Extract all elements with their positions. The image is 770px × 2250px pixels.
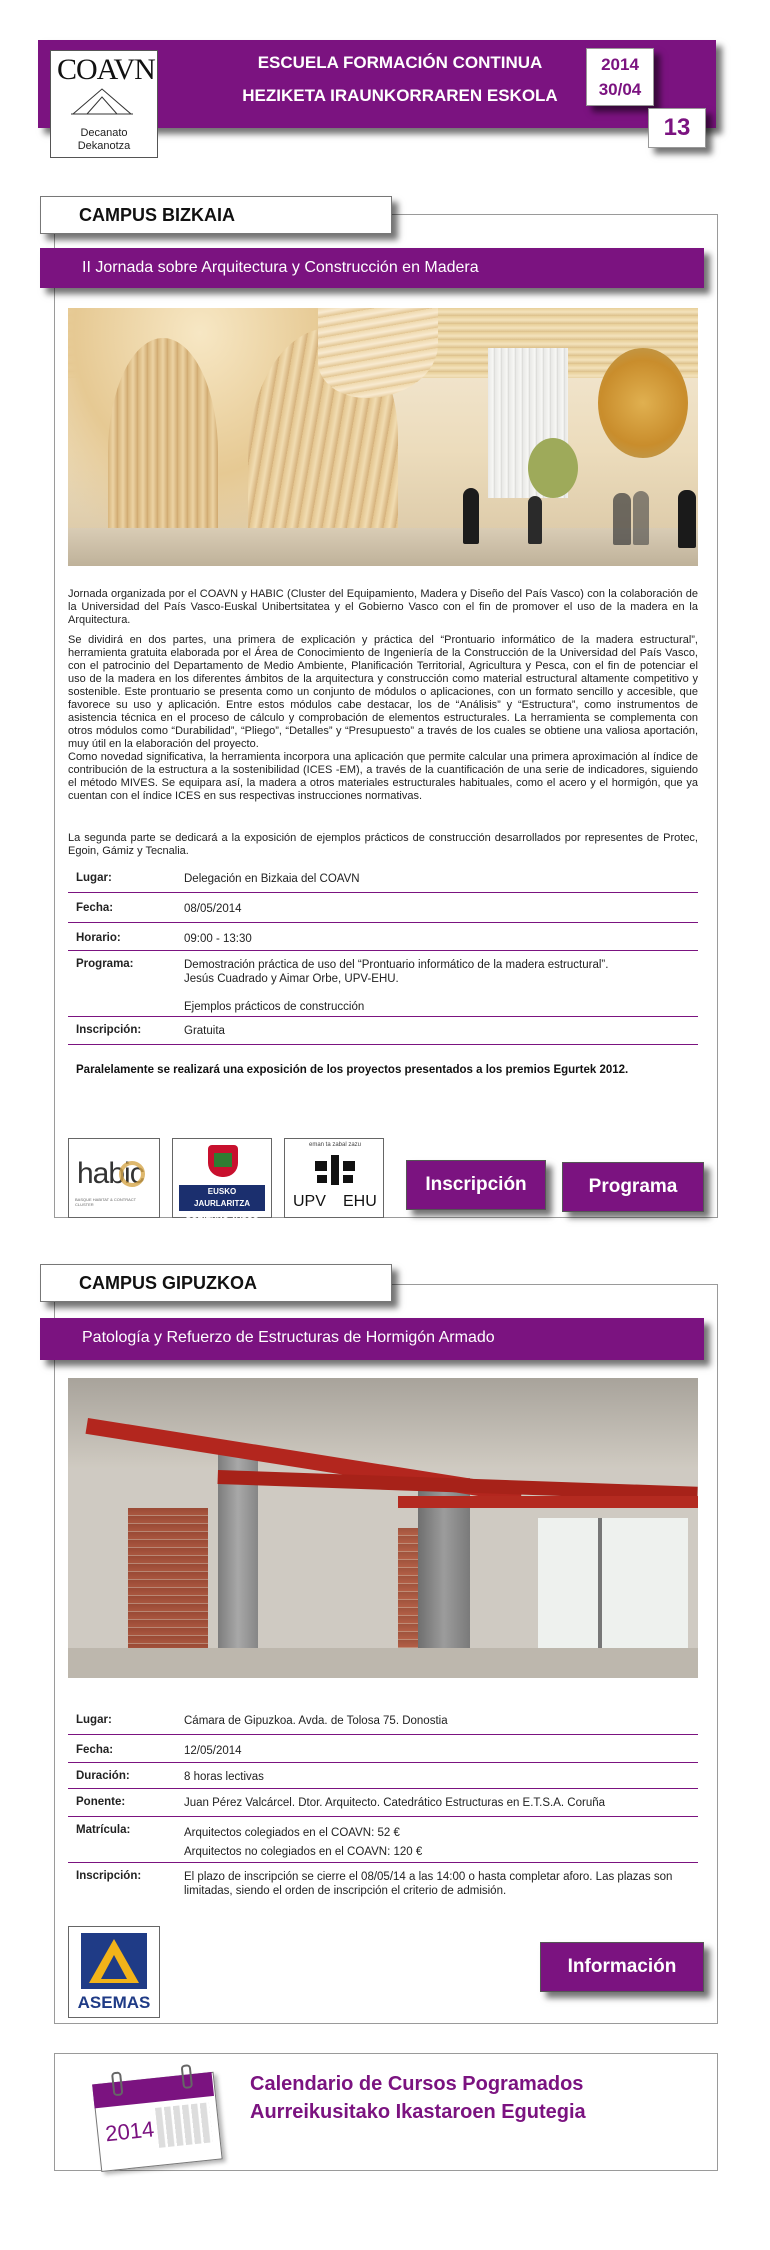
info-value: 8 horas lectivas bbox=[184, 1771, 264, 1783]
divider bbox=[68, 1788, 698, 1789]
gobierno-vasco-name bbox=[179, 1185, 265, 1220]
exhibition-note: Paralelamente se realizará una exposición de los proyectos presentados a los premios Egurtek 2012. bbox=[76, 1064, 629, 1076]
bizkaia-paragraph-1: Jornada organizada por el COAVN y HABIC (Cluster del Equipamiento, Madera y Diseño del País Vasco) con la colaboración de la Universidad del País Vasco-Euskal Unibertsitatea y el Gobierno Vasco con el fin de promover el uso de la madera en la Arquitectura. bbox=[68, 588, 698, 626]
coat-of-arms-icon bbox=[208, 1145, 238, 1177]
bizkaia-event-title: II Jornada sobre Arquitectura y Construcción en Madera bbox=[40, 248, 704, 288]
info-label: Lugar: bbox=[76, 872, 112, 884]
calendar-title-es[interactable]: Calendario de Cursos Pogramados bbox=[250, 2073, 584, 2095]
divider bbox=[68, 1044, 698, 1045]
issue-number: 13 bbox=[648, 108, 706, 148]
info-value: Gratuita bbox=[184, 1025, 225, 1037]
logo-subtitle-eu: Dekanotza bbox=[77, 140, 131, 152]
divider bbox=[68, 1862, 698, 1863]
info-label: Ponente: bbox=[76, 1796, 126, 1808]
divider bbox=[68, 950, 698, 951]
info-value: Arquitectos colegiados en el COAVN: 52 € Arquitectos no colegiados en el COAVN: 120 € bbox=[184, 1827, 423, 1858]
inscripcion-button[interactable]: Inscripción bbox=[406, 1160, 546, 1210]
programa-button[interactable]: Programa bbox=[562, 1162, 704, 1212]
concrete-reinforcement-photo bbox=[68, 1378, 698, 1678]
divider bbox=[68, 892, 698, 893]
asemas-logo-text: ASEMAS bbox=[77, 1993, 151, 2012]
date-year: 2014 bbox=[601, 55, 639, 74]
timber-architecture-photo bbox=[68, 308, 698, 566]
bizkaia-paragraph-3: La segunda parte se dedicará a la exposición de ejemplos prácticos de construcción desarrollados por representes de Protec, Egoin, Gámiz y Tecnalia. bbox=[68, 832, 698, 857]
info-label: Matrícula: bbox=[76, 1824, 131, 1836]
habic-logo-text: habic bbox=[77, 1157, 144, 1190]
school-title-es: ESCUELA FORMACIÓN CONTINUA bbox=[257, 53, 543, 72]
habic-circle-icon bbox=[119, 1161, 145, 1187]
info-label: Inscripción: bbox=[76, 1870, 142, 1882]
ej-name-eu: EUSKO JAURLARITZA bbox=[194, 1187, 250, 1208]
info-value: Cámara de Gipuzkoa. Avda. de Tolosa 75. Donostia bbox=[184, 1715, 448, 1727]
divider bbox=[68, 1762, 698, 1763]
logo-text: COAVN bbox=[57, 53, 155, 86]
info-label: Programa: bbox=[76, 958, 134, 970]
info-value: 09:00 - 13:30 bbox=[184, 933, 252, 945]
coavn-logo bbox=[50, 50, 158, 158]
upv-tree-icon bbox=[313, 1153, 357, 1187]
info-label: Fecha: bbox=[76, 902, 114, 914]
gipuzkoa-event-title: Patología y Refuerzo de Estructuras de Hormigón Armado bbox=[40, 1318, 704, 1360]
date-day: 30/04 bbox=[598, 80, 642, 99]
gobierno-vasco-logo bbox=[172, 1138, 272, 1218]
campus-bizkaia-tab: CAMPUS BIZKAIA bbox=[40, 196, 392, 234]
habic-logo-subtitle: BASQUE HABITAT & CONTRACT CLUSTER bbox=[75, 1197, 137, 1207]
ehu-text: EHU bbox=[343, 1193, 377, 1210]
calendar-year: 2014 bbox=[104, 2116, 156, 2147]
informacion-button[interactable]: Información bbox=[540, 1942, 704, 1992]
info-value: El plazo de inscripción se cierre el 08/05/14 a las 14:00 o hasta completar aforo. Las plazas son limitadas, siendo el orden de inscripción el criterio de admisión. bbox=[184, 1871, 673, 1897]
date-box bbox=[586, 48, 654, 106]
calendar-icon bbox=[91, 2062, 221, 2174]
upv-ehu-logo bbox=[284, 1138, 384, 1218]
calendar-title-eu[interactable]: Aurreikusitako Ikastaroen Egutegia bbox=[250, 2101, 586, 2123]
info-value: Demostración práctica de uso del “Prontuario informático de la madera estructural”. Jesús Cuadrado y Aimar Orbe, UPV-EHU. Ejemplos prácticos de construcción bbox=[184, 959, 609, 1013]
campus-gipuzkoa-tab: CAMPUS GIPUZKOA bbox=[40, 1264, 392, 1302]
info-label: Fecha: bbox=[76, 1744, 114, 1756]
divider bbox=[68, 1816, 698, 1817]
divider bbox=[68, 1734, 698, 1735]
upv-text: UPV bbox=[293, 1193, 326, 1210]
logo-arch-icon bbox=[71, 87, 133, 115]
asemas-logo bbox=[68, 1926, 160, 2018]
info-label: Duración: bbox=[76, 1770, 130, 1782]
info-value: Delegación en Bizkaia del COAVN bbox=[184, 873, 360, 885]
upv-motto: eman ta zabal zazu bbox=[308, 1142, 362, 1148]
asemas-emblem-icon bbox=[81, 1933, 147, 1989]
habic-logo bbox=[68, 1138, 160, 1218]
info-value: 08/05/2014 bbox=[184, 903, 242, 915]
school-title-eu: HEZIKETA IRAUNKORRAREN ESKOLA bbox=[242, 86, 558, 105]
divider bbox=[68, 922, 698, 923]
ej-name-es: GOBIERNO VASCO bbox=[185, 1211, 259, 1220]
info-value: Juan Pérez Valcárcel. Dtor. Arquitecto. Catedrático Estructuras en E.T.S.A. Coruña bbox=[184, 1797, 606, 1809]
info-label: Lugar: bbox=[76, 1714, 112, 1726]
info-label: Inscripción: bbox=[76, 1024, 142, 1036]
info-value: 12/05/2014 bbox=[184, 1745, 242, 1757]
info-label: Horario: bbox=[76, 932, 121, 944]
bizkaia-paragraph-2: Se dividirá en dos partes, una primera de explicación y práctica del “Prontuario informático de la madera estructural”, herramienta gratuita elaborada por el Área de Conocimiento de Ingeniería de la Construcción de la Universidad del País Vasco, con el patrocinio del Departamento de Medio Ambiente, Planificación Territorial, Agricultura y Pesca, con el fin de potenciar el uso de la madera en los diferentes ámbitos de la arquitectura y construcción como material estructural altamente competitivo y sostenible. Este prontuario se presenta como un conjunto de módulos o aplicaciones, con un formato sencillo y accesible, que favorece su uso y aplicación. Entre estos módulos cabe destacar, los de “Análisis” y “Estructura”, como instrumentos de asistencia técnica en el proceso de cálculo y comprobación de elementos estructurales. La herramienta se complementa con otros módulos como “Durabilidad”, “Pliego”, “Detalles” y “Presupuesto” a través de los cuales se obtiene una valiosa aportación, muy útil en la elaboración del proyecto. Como novedad significativa, la herramienta incorpora una aplicación que permite calcular una primera aproximación al índice de contribución de la estructura a la sostenibilidad (ICES -EM), a través de la cuantificación de una serie de indicadores, siguiendo el método MIVES. Se equipara así, la madera a otros materiales estructurales habituales, como el acero y el hormigón, que ya cuentan con el índice ICES en sus respectivas instrucciones normativas. bbox=[68, 634, 698, 802]
logo-subtitle-es: Decanato bbox=[80, 127, 128, 139]
divider bbox=[68, 1016, 698, 1017]
